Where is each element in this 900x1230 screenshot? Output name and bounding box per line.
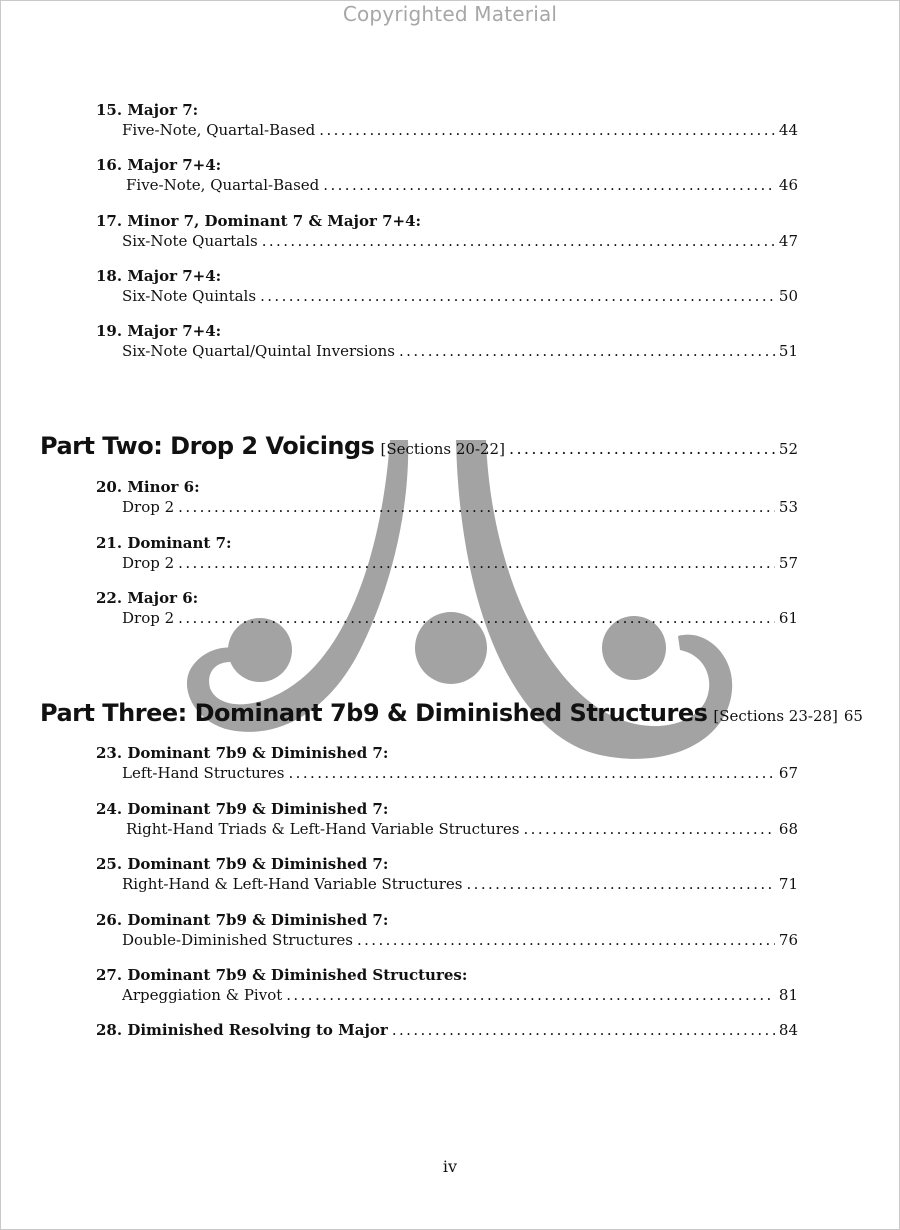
leader-dots [509, 439, 775, 458]
page-number: iv [442, 1157, 458, 1176]
part-title: Part Three: Dominant 7b9 & Diminished Structures [40, 699, 708, 727]
toc-entry-27[interactable] [96, 965, 798, 1005]
toc-page-number: 50 [778, 287, 798, 305]
toc-entry-title: 16. Major 7+4: [96, 156, 222, 174]
toc-entry-24[interactable] [96, 799, 798, 839]
leader-dots [399, 341, 775, 361]
toc-page-number: 46 [778, 176, 798, 194]
leader-dots [289, 763, 775, 783]
leader-dots [178, 553, 775, 573]
leader-dots [262, 231, 775, 251]
toc-part-two[interactable] [40, 432, 798, 460]
toc-entry-28[interactable] [96, 1020, 798, 1040]
leader-dots [523, 819, 774, 839]
toc-entry-subtitle: Right-Hand Triads & Left-Hand Variable Structures [126, 820, 520, 838]
toc-entry-title: 23. Dominant 7b9 & Diminished 7: [96, 744, 389, 762]
toc-entry-20[interactable] [96, 477, 798, 517]
toc-page-number: 52 [778, 440, 798, 458]
toc-entry-title: 15. Major 7: [96, 101, 199, 119]
toc-entry-21[interactable] [96, 533, 798, 573]
toc-entry-subtitle: Five-Note, Quartal-Based [122, 121, 316, 139]
toc-entry-title: 25. Dominant 7b9 & Diminished 7: [96, 855, 389, 873]
toc-page-number: 81 [778, 986, 798, 1004]
toc-page-number: 44 [778, 121, 798, 139]
toc-part-three[interactable] [40, 699, 863, 727]
toc-entry-15[interactable] [96, 100, 798, 140]
leader-dots [286, 985, 775, 1005]
toc-entry-title: 22. Major 6: [96, 589, 199, 607]
toc-page-number: 53 [778, 498, 798, 516]
toc-entry-subtitle: Drop 2 [122, 609, 175, 627]
toc-entry-17[interactable] [96, 211, 798, 251]
leader-dots [392, 1020, 775, 1040]
toc-entry-subtitle: Five-Note, Quartal-Based [126, 176, 320, 194]
toc-entry-23[interactable] [96, 743, 798, 783]
toc-entry-title: 19. Major 7+4: [96, 322, 222, 340]
toc-page-number: 68 [778, 820, 798, 838]
toc-page-number: 51 [778, 342, 798, 360]
toc-page-number: 61 [778, 609, 798, 627]
toc-entry-19[interactable] [96, 321, 798, 361]
part-sections: [Sections 20-22] [380, 440, 505, 458]
toc-entry-title: 28. Diminished Resolving to Major [96, 1021, 388, 1039]
toc-entry-title: 20. Minor 6: [96, 478, 200, 496]
toc-page-number: 71 [778, 875, 798, 893]
toc-entry-title: 21. Dominant 7: [96, 534, 232, 552]
leader-dots [178, 497, 775, 517]
toc-entry-title: 24. Dominant 7b9 & Diminished 7: [96, 800, 389, 818]
toc-entry-subtitle: Double-Diminished Structures [122, 931, 353, 949]
toc-entry-16[interactable] [96, 155, 798, 195]
leader-dots [319, 120, 775, 140]
toc-page-number: 84 [778, 1021, 798, 1039]
toc-entry-title: 27. Dominant 7b9 & Diminished Structures: [96, 966, 468, 984]
toc-entry-25[interactable] [96, 854, 798, 894]
toc-entry-subtitle: Drop 2 [122, 554, 175, 572]
leader-dots [323, 175, 775, 195]
toc-entry-subtitle: Left-Hand Structures [122, 764, 285, 782]
toc-entry-subtitle: Six-Note Quintals [122, 287, 257, 305]
toc-entry-26[interactable] [96, 910, 798, 950]
toc-page-number: 47 [778, 232, 798, 250]
leader-dots [260, 286, 775, 306]
leader-dots [357, 930, 775, 950]
toc-page-number: 65 [843, 707, 863, 725]
leader-dots [467, 874, 775, 894]
toc-entry-subtitle: Right-Hand & Left-Hand Variable Structures [122, 875, 463, 893]
toc-entry-22[interactable] [96, 588, 798, 628]
toc-entry-title: 17. Minor 7, Dominant 7 & Major 7+4: [96, 212, 422, 230]
part-title: Part Two: Drop 2 Voicings [40, 432, 375, 460]
toc-page-number: 76 [778, 931, 798, 949]
toc-entry-subtitle: Six-Note Quartals [122, 232, 258, 250]
copyright-banner: Copyrighted Material [342, 2, 558, 26]
toc-page-number: 67 [778, 764, 798, 782]
toc-entry-subtitle: Drop 2 [122, 498, 175, 516]
part-sections: [Sections 23-28] [713, 707, 838, 725]
toc-page-number: 57 [778, 554, 798, 572]
toc-entry-title: 18. Major 7+4: [96, 267, 222, 285]
toc-entry-18[interactable] [96, 266, 798, 306]
toc-entry-subtitle: Arpeggiation & Pivot [122, 986, 283, 1004]
leader-dots [178, 608, 775, 628]
toc-entry-subtitle: Six-Note Quartal/Quintal Inversions [122, 342, 396, 360]
toc-entry-title: 26. Dominant 7b9 & Diminished 7: [96, 911, 389, 929]
